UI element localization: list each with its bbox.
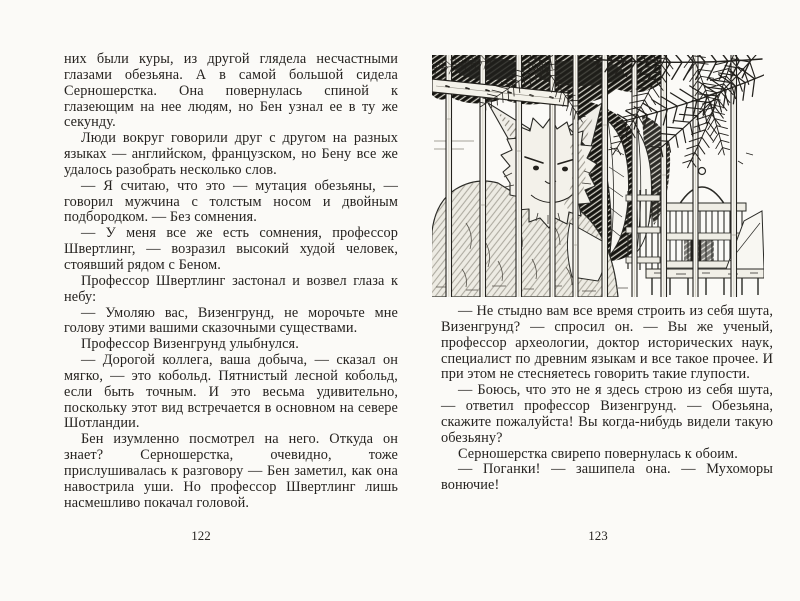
- paragraph: них были куры, из другой глядела несчастными глазами обезьяна. А в самой большой сидела Серношерстка. Она повернулась спиной к глазеющим на нее людям, но Бен узнал ее в ту же секунду.: [64, 51, 398, 131]
- paragraph: Люди вокруг говорили друг с другом на разных языках — английском, французском, но Бену все же удалось разобрать несколько слов.: [64, 130, 398, 178]
- page-number-right: 123: [588, 528, 608, 543]
- right-page-text: [441, 304, 773, 494]
- left-page-text: [64, 52, 398, 511]
- paragraph: Серношерстка свирепо повернулась к обоим.: [458, 445, 738, 462]
- paragraph: Профессор Визенгрунд улыбнулся.: [81, 336, 299, 353]
- paragraph: — Я считаю, что это — мутация обезьяны, — говорил мужчина с толстым носом и двойным подбородком. — Без сомнения.: [64, 177, 398, 226]
- paragraph: — У меня все же есть сомнения, профессор Швертлинг, — возразил высокий худой человек, стоявший рядом с Беном.: [64, 225, 398, 273]
- paragraph: Профессор Швертлинг застонал и возвел глаза к небу:: [64, 272, 398, 305]
- kobold-in-cage-illustration: [432, 55, 764, 297]
- paragraph: Бен изумленно посмотрел на него. Откуда он знает? Серношерстка, очевидно, тоже прислушивалась к разговору — Бен заметил, как она навострила уши. Но профессор Швертлинг лишь насмешливо покачал головой.: [64, 431, 398, 511]
- kobold: [432, 103, 618, 297]
- paragraph: — Не стыдно вам все время строить из себя шута, Визенгрунд? — спросил он. — Вы же ученый, профессор археологии, доктор исторических наук, специалист по древним языкам и все такое прочее. И при этом не стесняетесь говорить такие глупости.: [441, 303, 773, 383]
- paragraph: — Дорогой коллега, ваша добыча, — сказал он мягко, — это кобольд. Пятнистый лесной кобольд, если быть точным. И это весьма удивительно, поскольку этот вид встречается в основном на севере Шотландии.: [64, 352, 398, 432]
- page-number-left: 122: [191, 528, 211, 543]
- paragraph: — Поганки! — зашипела она. — Мухоморы вонючие!: [441, 461, 773, 494]
- paragraph: — Умоляю вас, Визенгрунд, не морочьте мне голову этими вашими сказочными существами.: [64, 304, 398, 337]
- paragraph: — Боюсь, что это не я здесь строю из себя шута, — ответил профессор Визенгрунд. — Обезьяна, скажите пожалуйста! Вы когда-нибудь видели такую обезьяну?: [441, 382, 773, 446]
